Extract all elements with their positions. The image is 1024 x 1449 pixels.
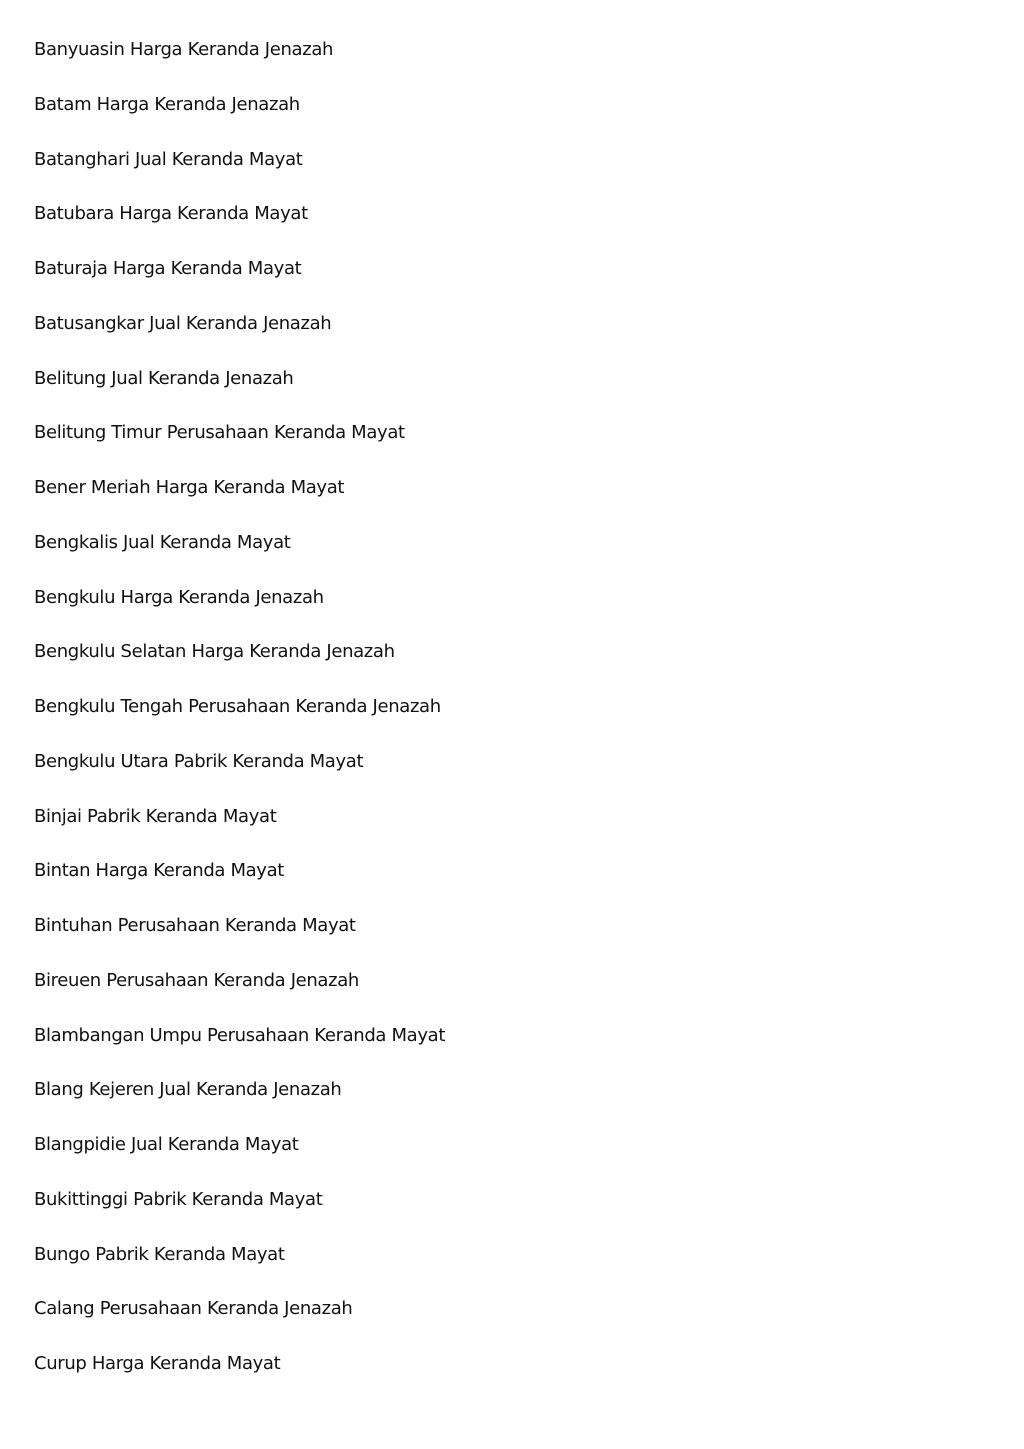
list-item-text[interactable]: Belitung Timur Perusahaan Keranda Mayat bbox=[34, 422, 405, 444]
list-item[interactable] bbox=[34, 200, 445, 255]
list-item[interactable] bbox=[34, 36, 445, 91]
list-item-text[interactable]: Belitung Jual Keranda Jenazah bbox=[34, 367, 294, 389]
list-item[interactable] bbox=[34, 146, 445, 201]
list-item-text[interactable]: Calang Perusahaan Keranda Jenazah bbox=[34, 1298, 353, 1320]
list-item-text[interactable]: Bengkulu Tengah Perusahaan Keranda Jenazah bbox=[34, 696, 441, 717]
list-item-text[interactable]: Batubara Harga Keranda Mayat bbox=[34, 203, 308, 225]
list-item[interactable] bbox=[34, 529, 445, 584]
list-item-text[interactable]: Baturaja Harga Keranda Mayat bbox=[34, 258, 302, 279]
list-item[interactable] bbox=[34, 419, 445, 474]
list-item-text[interactable]: Binjai Pabrik Keranda Mayat bbox=[34, 805, 277, 827]
list-item[interactable] bbox=[34, 474, 445, 529]
list-item-text[interactable]: Bintan Harga Keranda Mayat bbox=[34, 860, 285, 882]
list-item[interactable] bbox=[34, 1076, 445, 1131]
list-item[interactable] bbox=[34, 255, 445, 310]
list-item-text[interactable]: Batanghari Jual Keranda Mayat bbox=[34, 148, 303, 170]
list-item-text[interactable]: Bukittinggi Pabrik Keranda Mayat bbox=[34, 1188, 323, 1210]
list-item-text[interactable]: Bengkulu Selatan Harga Keranda Jenazah bbox=[34, 641, 395, 663]
location-link-list bbox=[34, 36, 445, 1405]
list-item-text[interactable]: Bungo Pabrik Keranda Mayat bbox=[34, 1243, 285, 1265]
list-item-text[interactable]: Batusangkar Jual Keranda Jenazah bbox=[34, 312, 332, 334]
list-item[interactable] bbox=[34, 1295, 445, 1350]
list-item-text[interactable]: Blangpidie Jual Keranda Mayat bbox=[34, 1134, 299, 1155]
list-item[interactable] bbox=[34, 967, 445, 1022]
list-item[interactable] bbox=[34, 638, 445, 693]
list-item-text[interactable]: Bintuhan Perusahaan Keranda Mayat bbox=[34, 915, 356, 936]
list-item[interactable] bbox=[34, 912, 445, 967]
list-item-text[interactable]: Batam Harga Keranda Jenazah bbox=[34, 93, 300, 115]
list-item-text[interactable]: Bengkulu Utara Pabrik Keranda Mayat bbox=[34, 750, 364, 772]
list-item-text[interactable]: Blambangan Umpu Perusahaan Keranda Mayat bbox=[34, 1024, 446, 1046]
list-item-text[interactable]: Bireuen Perusahaan Keranda Jenazah bbox=[34, 969, 359, 991]
list-item[interactable] bbox=[34, 693, 445, 748]
list-item[interactable] bbox=[34, 748, 445, 803]
list-item[interactable] bbox=[34, 803, 445, 858]
list-item-text[interactable]: Bener Meriah Harga Keranda Mayat bbox=[34, 477, 345, 498]
list-item[interactable] bbox=[34, 91, 445, 146]
list-item-text[interactable]: Curup Harga Keranda Mayat bbox=[34, 1353, 281, 1374]
list-item-text[interactable]: Bengkalis Jual Keranda Mayat bbox=[34, 531, 291, 553]
list-item-text[interactable]: Banyuasin Harga Keranda Jenazah bbox=[34, 39, 334, 60]
list-item[interactable] bbox=[34, 1241, 445, 1296]
list-item-text[interactable]: Bengkulu Harga Keranda Jenazah bbox=[34, 586, 324, 608]
list-item[interactable] bbox=[34, 1022, 445, 1077]
list-item-text[interactable]: Blang Kejeren Jual Keranda Jenazah bbox=[34, 1079, 342, 1101]
list-item[interactable] bbox=[34, 1131, 445, 1186]
list-item[interactable] bbox=[34, 310, 445, 365]
list-item[interactable] bbox=[34, 365, 445, 420]
list-item[interactable] bbox=[34, 857, 445, 912]
list-item[interactable] bbox=[34, 584, 445, 639]
list-item[interactable] bbox=[34, 1350, 445, 1405]
list-item[interactable] bbox=[34, 1186, 445, 1241]
